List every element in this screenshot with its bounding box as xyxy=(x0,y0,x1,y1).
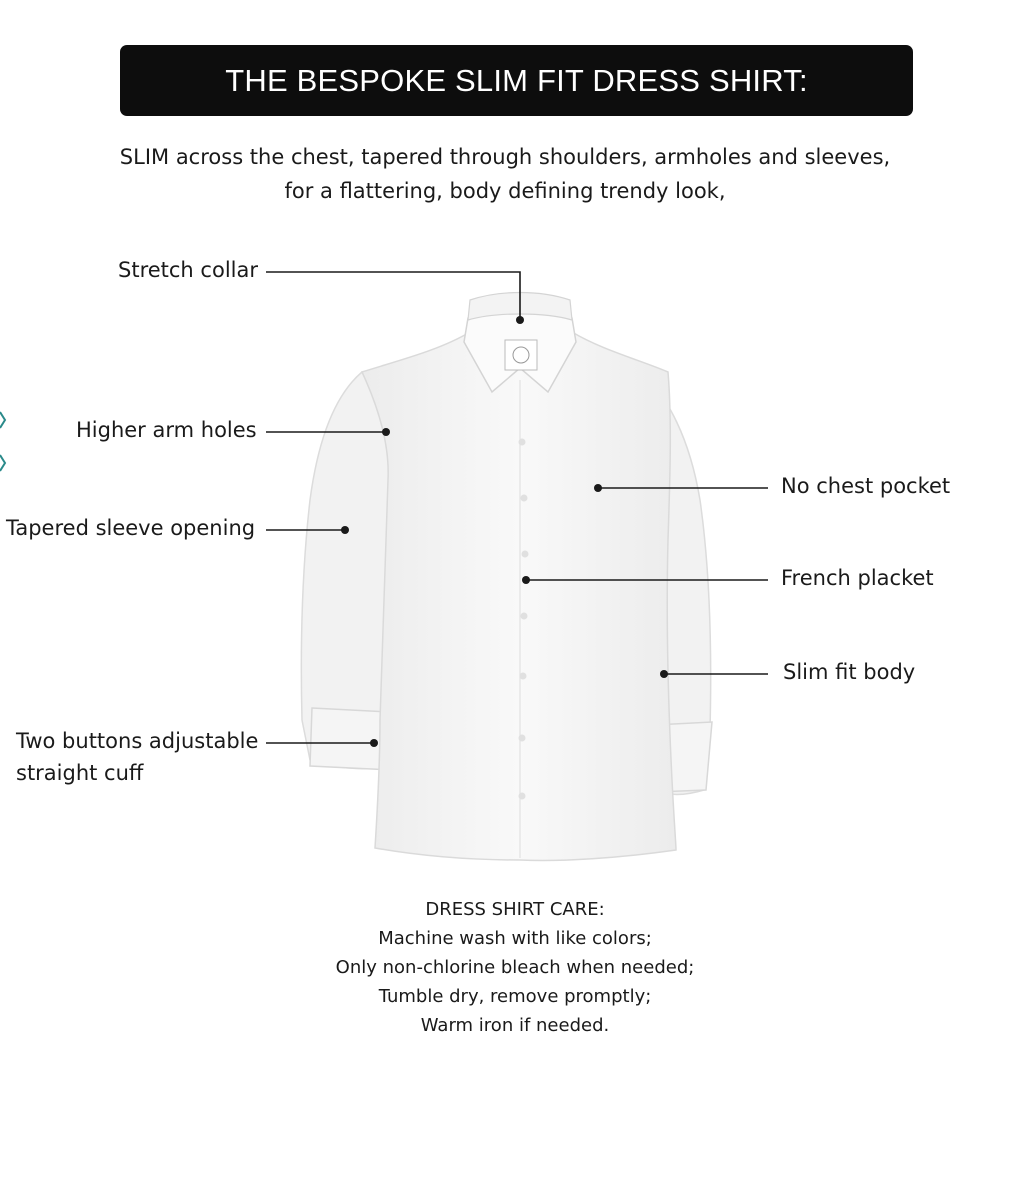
fit-description-line-1: SLIM across the chest, tapered through shoulders, armholes and sleeves, xyxy=(119,145,891,169)
care-instructions xyxy=(260,895,770,1040)
left-edge-mark-top xyxy=(0,412,5,428)
cuff-dot xyxy=(370,739,378,747)
no-chest-pocket-label: No chest pocket xyxy=(781,474,951,498)
left-edge-mark-bottom xyxy=(0,455,5,471)
higher-arm-holes-label: Higher arm holes xyxy=(76,418,257,442)
higher-arm-holes-dot xyxy=(382,428,390,436)
care-line-3: Tumble dry, remove promptly; xyxy=(378,986,652,1007)
french-placket-dot xyxy=(522,576,530,584)
cuff-label-line-2: straight cuff xyxy=(16,761,144,785)
slim-fit-body-dot xyxy=(660,670,668,678)
care-heading: DRESS SHIRT CARE: xyxy=(425,899,605,920)
stretch-collar-label: Stretch collar xyxy=(118,258,258,282)
fit-description-line-2: for a flattering, body defining trendy look, xyxy=(284,179,726,203)
french-placket-label: French placket xyxy=(781,566,934,590)
stretch-collar-dot xyxy=(516,316,524,324)
shirt-body xyxy=(362,332,676,861)
care-line-4: Warm iron if needed. xyxy=(420,1015,610,1036)
page-title: THE BESPOKE SLIM FIT DRESS SHIRT: xyxy=(225,62,808,98)
tapered-sleeve-dot xyxy=(341,526,349,534)
care-line-2: Only non-chlorine bleach when needed; xyxy=(335,957,695,978)
tapered-sleeve-opening-label: Tapered sleeve opening xyxy=(6,516,256,540)
no-chest-pocket-dot xyxy=(594,484,602,492)
slim-fit-body-label: Slim fit body xyxy=(783,660,916,684)
cuff-label-line-1: Two buttons adjustable xyxy=(16,729,259,753)
care-line-1: Machine wash with like colors; xyxy=(378,928,652,949)
